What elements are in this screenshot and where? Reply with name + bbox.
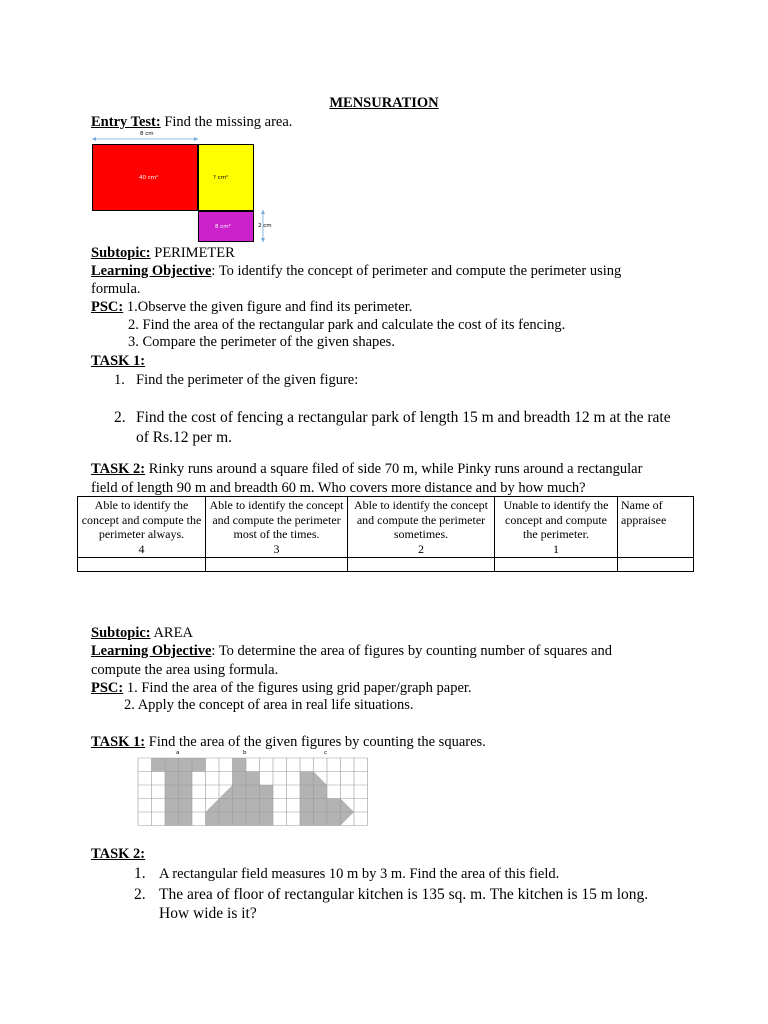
shaded-square [314, 812, 328, 826]
shaded-triangle [219, 785, 233, 799]
shaded-square [152, 758, 166, 772]
shaded-square [165, 812, 179, 826]
shaded-square [192, 758, 206, 772]
shaded-square [260, 812, 274, 826]
rubric-cell-appraisee: Name of appraisee [618, 497, 694, 558]
shaded-square [233, 799, 247, 813]
area-task2-item-1: A rectangular field measures 10 m by 3 m. Find the area of this field. [159, 866, 560, 882]
shaded-triangle [314, 772, 328, 786]
subtopic-value: PERIMETER [150, 245, 235, 261]
psc-item-2: 2. Find the area of the rectangular park and calculate the cost of its fencing. [128, 317, 566, 333]
task1-item-2: Find the cost of fencing a rectangular park of length 15 m and breadth 12 m at the rate [136, 409, 671, 426]
task2-line [91, 460, 642, 478]
shaded-square [246, 812, 260, 826]
task2-text: Rinky runs around a square filed of side 70 m, while Pinky runs around a rectangular [145, 461, 643, 477]
rubric-cell: Unable to identify the concept and compute the perimeter. 1 [495, 497, 618, 558]
subtopic-value: AREA [150, 625, 193, 641]
shaded-square [233, 772, 247, 786]
entry-test-line [91, 113, 292, 131]
rubric-header-row [78, 497, 694, 558]
red-area-label: 40 cm² [139, 175, 159, 181]
perimeter-objective [91, 262, 621, 280]
shaded-square [314, 785, 328, 799]
shaded-square [233, 812, 247, 826]
entry-test-heading: Entry Test: [91, 114, 161, 130]
page-title: MENSURATION [329, 95, 439, 111]
side-length-label: 2 cm [258, 223, 272, 229]
yellow-area-label: ? cm² [213, 175, 229, 181]
entry-figure [88, 130, 278, 245]
shaded-square [219, 799, 233, 813]
perimeter-objective-cont: formula. [91, 281, 141, 297]
shaded-square [233, 785, 247, 799]
task1-item-2-cont: of Rs.12 per m. [136, 429, 233, 446]
rubric-cell: Able to identify the concept and compute the perimeter sometimes. 2 [348, 497, 495, 558]
shaded-square [165, 799, 179, 813]
shaded-square [179, 785, 193, 799]
task1-heading: TASK 1: [91, 353, 146, 369]
red-rectangle [92, 144, 198, 211]
area-grid [136, 750, 368, 830]
rubric-cell: Able to identify the concept and compute the perimeter most of the times. 3 [206, 497, 348, 558]
shaded-square [179, 758, 193, 772]
area-grid-figure [136, 750, 368, 830]
subtopic-label: Subtopic: [91, 625, 151, 641]
perimeter-psc [91, 298, 412, 316]
shaded-square [260, 799, 274, 813]
shaded-square [300, 799, 314, 813]
psc-label: PSC: [91, 299, 124, 315]
shaded-square [219, 812, 233, 826]
entry-test-text: Find the missing area. [160, 114, 293, 130]
area-task2-item-2: The area of floor of rectangular kitchen is 135 sq. m. The kitchen is 15 m long. [159, 886, 649, 903]
rubric-empty-row [78, 558, 694, 572]
task2-item-number: 2. [134, 886, 146, 903]
area-subtopic [91, 624, 193, 642]
shaded-square [179, 812, 193, 826]
objective-text: : To identify the concept of perimeter and compute the perimeter using [211, 263, 622, 279]
shaded-square [327, 799, 341, 813]
task1-item-number: 1. [114, 372, 125, 388]
shaded-square [233, 758, 247, 772]
area-task2-item-2-cont: How wide is it? [159, 905, 257, 922]
task2-item-number: 1. [134, 865, 146, 882]
grid-label-b: b [243, 750, 247, 756]
psc-item-1: 1.Observe the given figure and find its perimeter. [123, 299, 413, 315]
rubric-table [77, 496, 694, 572]
shaded-square [179, 799, 193, 813]
objective-text: : To determine the area of figures by counting number of squares and [211, 643, 612, 659]
shaded-square [300, 785, 314, 799]
shaded-square [300, 812, 314, 826]
psc-item-1: 1. Find the area of the figures using grid paper/graph paper. [123, 680, 472, 696]
shaded-square [165, 772, 179, 786]
area-task1-line [91, 733, 486, 751]
perimeter-subtopic [91, 244, 235, 262]
shaded-square [260, 785, 274, 799]
shaded-square [165, 758, 179, 772]
shaded-square [246, 785, 260, 799]
top-width-label: 8 cm [140, 131, 154, 137]
area-task2-heading: TASK 2: [91, 846, 146, 862]
grid-label-a: a [176, 750, 180, 756]
psc-item-2: 2. Apply the concept of area in real life situations. [124, 697, 414, 713]
shaded-square [179, 772, 193, 786]
task1-item-number: 2. [114, 409, 126, 426]
task1-heading: TASK 1: [91, 734, 146, 750]
task2-heading: TASK 2: [91, 461, 146, 477]
objective-label: Learning Objective [91, 263, 212, 279]
shaded-square [327, 812, 341, 826]
task1-item-1: Find the perimeter of the given figure: [136, 372, 359, 388]
objective-label: Learning Objective [91, 643, 212, 659]
magenta-area-label: 8 cm² [215, 224, 231, 230]
task2-text-cont: field of length 90 m and breadth 60 m. Who covers more distance and by how much? [91, 480, 586, 496]
shaded-square [300, 772, 314, 786]
rubric-cell: Able to identify the concept and compute the perimeter always. 4 [78, 497, 206, 558]
grid-label-c: c [324, 750, 328, 756]
shaded-square [246, 799, 260, 813]
task1-text: Find the area of the given figures by counting the squares. [145, 734, 486, 750]
magenta-rectangle [198, 211, 254, 242]
psc-item-3: 3. Compare the perimeter of the given shapes. [128, 334, 395, 350]
shaded-square [165, 785, 179, 799]
subtopic-label: Subtopic: [91, 245, 151, 261]
area-objective-cont: compute the area using formula. [91, 662, 279, 678]
shaded-square [314, 799, 328, 813]
yellow-rectangle [198, 144, 254, 211]
psc-label: PSC: [91, 680, 124, 696]
area-psc [91, 679, 472, 697]
area-objective [91, 642, 612, 660]
